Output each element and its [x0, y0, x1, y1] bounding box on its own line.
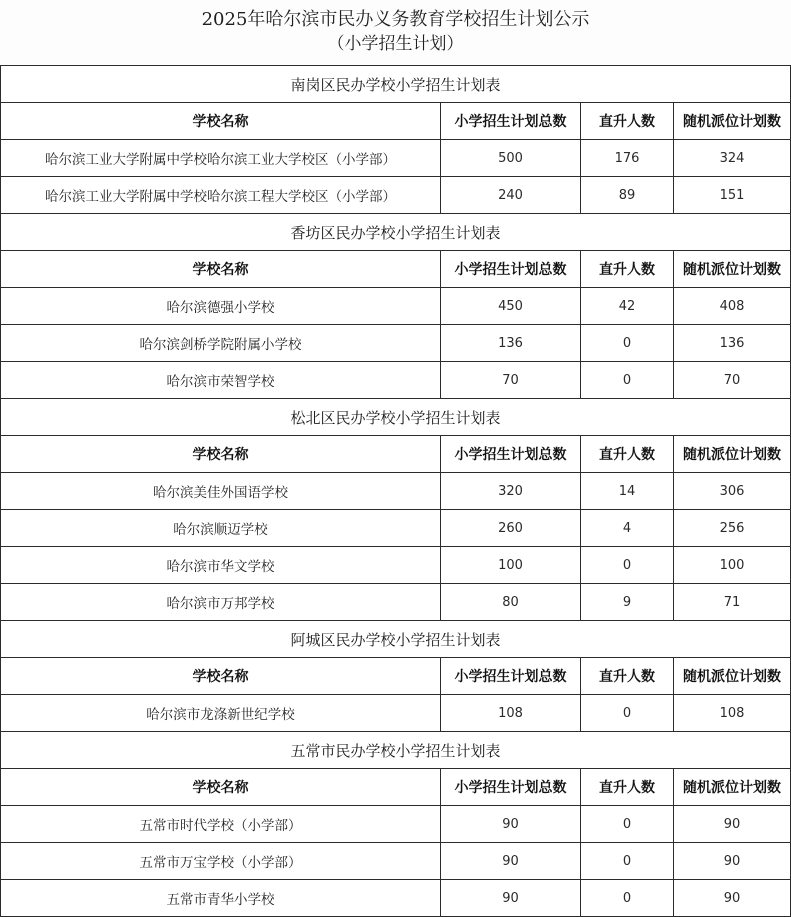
- column-header-total: 小学招生计划总数: [441, 658, 581, 695]
- column-header-total: 小学招生计划总数: [441, 251, 581, 288]
- table-header-row: [1, 658, 791, 695]
- table-row: [1, 473, 791, 510]
- cell-school: 哈尔滨工业大学附属中学校哈尔滨工业大学校区（小学部）: [1, 140, 441, 177]
- table-row: [1, 510, 791, 547]
- cell-direct: 9: [581, 584, 674, 621]
- cell-total: 450: [441, 288, 581, 325]
- cell-school: 哈尔滨剑桥学院附属小学校: [1, 325, 441, 362]
- column-header-random: 随机派位计划数: [674, 251, 791, 288]
- section-title-row: [1, 621, 791, 658]
- cell-school: 哈尔滨市华文学校: [1, 547, 441, 584]
- cell-school: 哈尔滨工业大学附属中学校哈尔滨工程大学校区（小学部）: [1, 177, 441, 214]
- table-row: [1, 584, 791, 621]
- cell-random: 324: [674, 140, 791, 177]
- table-row: [1, 177, 791, 214]
- cell-direct: 0: [581, 695, 674, 732]
- cell-total: 240: [441, 177, 581, 214]
- section-title: 南岗区民办学校小学招生计划表: [1, 66, 791, 103]
- cell-total: 90: [441, 843, 581, 880]
- column-header-direct: 直升人数: [581, 658, 674, 695]
- cell-direct: 0: [581, 547, 674, 584]
- cell-total: 80: [441, 584, 581, 621]
- enrollment-plan-body: [1, 66, 791, 917]
- cell-school: 哈尔滨美佳外国语学校: [1, 473, 441, 510]
- cell-total: 500: [441, 140, 581, 177]
- table-header-row: [1, 251, 791, 288]
- cell-total: 90: [441, 880, 581, 917]
- column-header-school: 学校名称: [1, 251, 441, 288]
- page-subtitle: （小学招生计划）: [327, 34, 464, 54]
- cell-random: 256: [674, 510, 791, 547]
- cell-direct: 4: [581, 510, 674, 547]
- column-header-school: 学校名称: [1, 103, 441, 140]
- column-header-direct: 直升人数: [581, 103, 674, 140]
- cell-total: 320: [441, 473, 581, 510]
- section-title-row: [1, 214, 791, 251]
- section-title: 香坊区民办学校小学招生计划表: [1, 214, 791, 251]
- column-header-random: 随机派位计划数: [674, 658, 791, 695]
- table-row: [1, 325, 791, 362]
- cell-school: 五常市万宝学校（小学部）: [1, 843, 441, 880]
- cell-random: 151: [674, 177, 791, 214]
- table-row: [1, 695, 791, 732]
- cell-direct: 0: [581, 880, 674, 917]
- cell-random: 306: [674, 473, 791, 510]
- cell-school: 五常市青华小学校: [1, 880, 441, 917]
- section-title-row: [1, 399, 791, 436]
- cell-total: 70: [441, 362, 581, 399]
- cell-random: 71: [674, 584, 791, 621]
- enrollment-plan-table: [0, 65, 791, 917]
- cell-direct: 14: [581, 473, 674, 510]
- column-header-total: 小学招生计划总数: [441, 769, 581, 806]
- document-title: [0, 0, 791, 64]
- cell-school: 哈尔滨市荣智学校: [1, 362, 441, 399]
- column-header-random: 随机派位计划数: [674, 769, 791, 806]
- column-header-total: 小学招生计划总数: [441, 436, 581, 473]
- section-title-row: [1, 732, 791, 769]
- cell-direct: 0: [581, 362, 674, 399]
- section-title: 五常市民办学校小学招生计划表: [1, 732, 791, 769]
- table-row: [1, 140, 791, 177]
- table-header-row: [1, 769, 791, 806]
- cell-school: 哈尔滨顺迈学校: [1, 510, 441, 547]
- section-title: 松北区民办学校小学招生计划表: [1, 399, 791, 436]
- cell-school: 哈尔滨德强小学校: [1, 288, 441, 325]
- table-row: [1, 880, 791, 917]
- cell-random: 100: [674, 547, 791, 584]
- table-row: [1, 288, 791, 325]
- cell-random: 90: [674, 843, 791, 880]
- column-header-random: 随机派位计划数: [674, 436, 791, 473]
- cell-school: 哈尔滨市龙涤新世纪学校: [1, 695, 441, 732]
- section-title-row: [1, 66, 791, 103]
- table-header-row: [1, 436, 791, 473]
- cell-total: 136: [441, 325, 581, 362]
- column-header-direct: 直升人数: [581, 251, 674, 288]
- column-header-school: 学校名称: [1, 769, 441, 806]
- section-title: 阿城区民办学校小学招生计划表: [1, 621, 791, 658]
- page-title: 2025年哈尔滨市民办义务教育学校招生计划公示: [201, 9, 590, 30]
- cell-direct: 176: [581, 140, 674, 177]
- cell-direct: 0: [581, 325, 674, 362]
- cell-total: 260: [441, 510, 581, 547]
- cell-school: 哈尔滨市万邦学校: [1, 584, 441, 621]
- table-row: [1, 547, 791, 584]
- column-header-school: 学校名称: [1, 658, 441, 695]
- table-header-row: [1, 103, 791, 140]
- cell-random: 90: [674, 806, 791, 843]
- cell-random: 90: [674, 880, 791, 917]
- cell-school: 五常市时代学校（小学部）: [1, 806, 441, 843]
- cell-total: 90: [441, 806, 581, 843]
- cell-random: 70: [674, 362, 791, 399]
- cell-direct: 0: [581, 806, 674, 843]
- cell-total: 108: [441, 695, 581, 732]
- column-header-total: 小学招生计划总数: [441, 103, 581, 140]
- cell-random: 408: [674, 288, 791, 325]
- table-row: [1, 843, 791, 880]
- table-row: [1, 362, 791, 399]
- cell-direct: 0: [581, 843, 674, 880]
- cell-direct: 89: [581, 177, 674, 214]
- column-header-random: 随机派位计划数: [674, 103, 791, 140]
- cell-random: 108: [674, 695, 791, 732]
- cell-direct: 42: [581, 288, 674, 325]
- column-header-direct: 直升人数: [581, 436, 674, 473]
- cell-random: 136: [674, 325, 791, 362]
- table-row: [1, 806, 791, 843]
- column-header-direct: 直升人数: [581, 769, 674, 806]
- column-header-school: 学校名称: [1, 436, 441, 473]
- cell-total: 100: [441, 547, 581, 584]
